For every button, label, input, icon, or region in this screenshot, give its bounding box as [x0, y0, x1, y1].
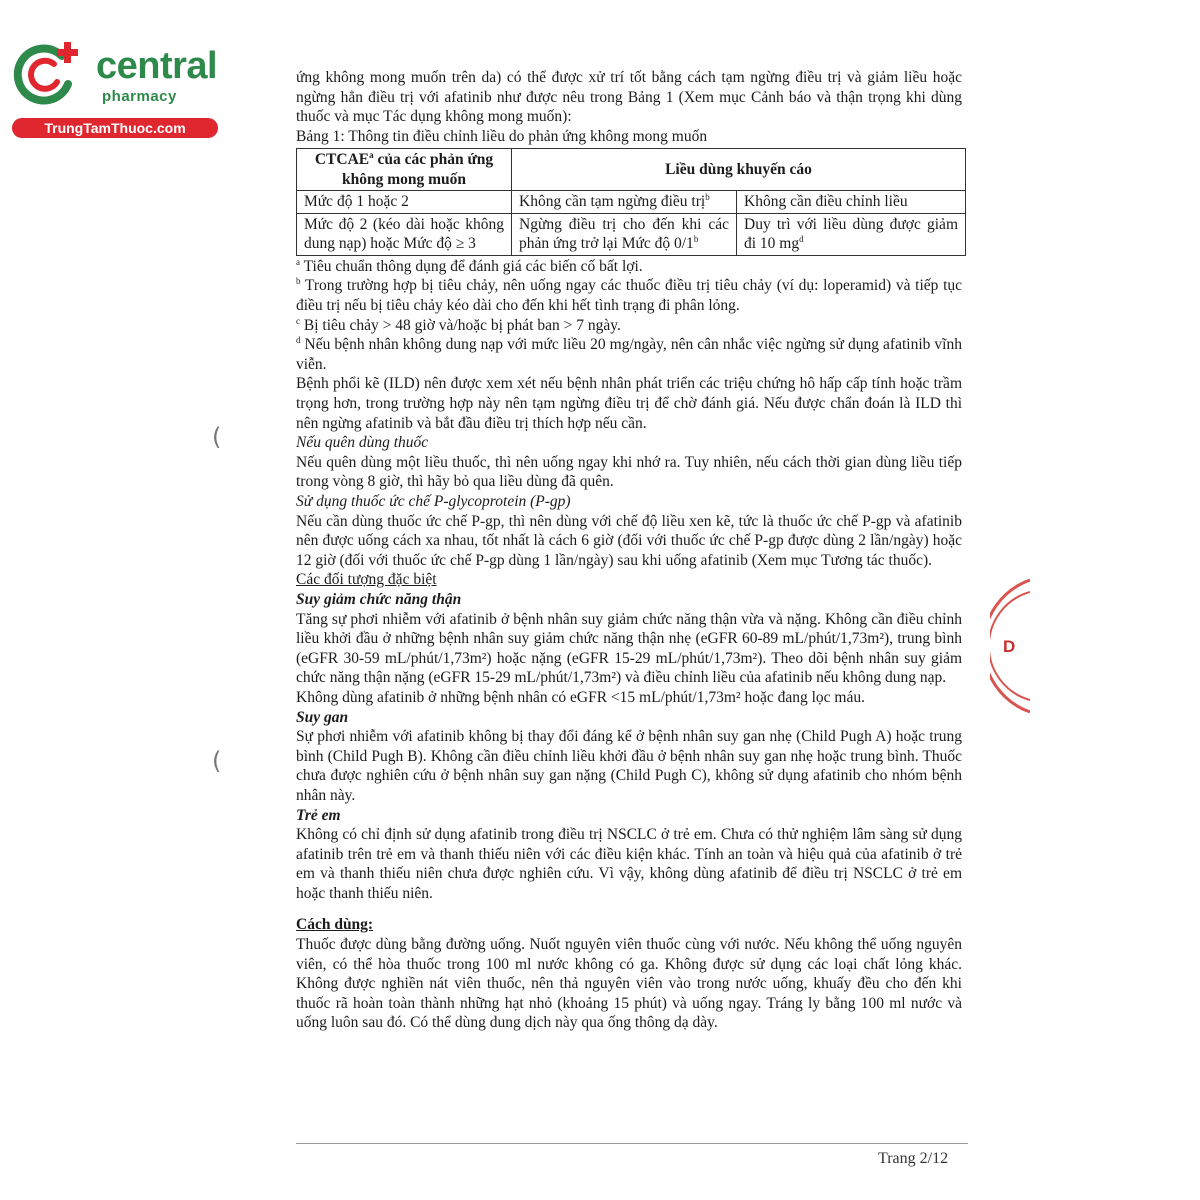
footnote-a: $^a$ Tiêu chuẩn thông dụng để đánh giá các biến cố bất lợi. [296, 256, 643, 275]
hepatic-heading: Suy gan [296, 708, 349, 726]
central-pharmacy-logo[interactable] [10, 38, 218, 138]
intro-paragraph: ứng không mong muốn trên da) có thể được xử trí tốt bằng cách tạm ngừng điều trị và giảm liều hoặc ngừng hẳn điều trị với afatinib như được nêu trong Bảng 1 (Xem mục Cảnh báo và thận trọng khi dùng thuốc và mục Tác dụng không mong muốn): [296, 69, 962, 126]
pgp-heading: Sử dụng thuốc ức chế P-glycoprotein (P-gp) [296, 493, 571, 510]
footnote-d: $^d$ Nếu bệnh nhân không dung nạp với mức liều 20 mg/ngày, nên cân nhắc việc ngừng sử dụng afatinib vĩnh viễn. [296, 335, 962, 373]
missed-dose-heading: Nếu quên dùng thuốc [296, 434, 429, 452]
renal-paragraph: Tăng sự phơi nhiễm với afatinib ở bệnh nhân suy giảm chức năng thận vừa và nặng. Không cần điều chỉnh liều khởi đầu ở những bệnh nhân suy giảm chức năng thận nhẹ (eGFR 60-89 mL/phút/1,73m²), trung bình (eGFR 30-59 mL/phút/1,73m²) hoặc nặng (eGFR 15-29 mL/phút/1,73m²). Theo dõi bệnh nhân suy giảm chức năng thận nặng (eGFR 15-29 mL/phút/1,73m²) và điều chỉnh liều của afatinib nếu không dung nạp. [296, 610, 962, 687]
usage-paragraph: Thuốc được dùng bằng đường uống. Nuốt nguyên viên thuốc cùng với nước. Nếu không thể uống nguyên viên, có thể hòa thuốc trong 100 ml nước không có ga. Không được sử dụng các loại chất lỏng khác. Không được nghiền nát viên thuốc, nên thả nguyên viên vào trong nước uống, khuấy đều cho đến khi thuốc rã hoàn toàn thành những hạt nhỏ (khoảng 15 phút) và uống ngay. Tráng ly bằng 100 ml nước và uống luôn sau đó. Có thể dùng dung dịch này qua ống thông dạ dày. [296, 936, 962, 1032]
renal-heading: Suy giảm chức năng thận [296, 590, 462, 608]
table-cell: Không cần điều chỉnh liều [737, 191, 966, 214]
usage-heading: Cách dùng: [296, 916, 374, 934]
table-row [297, 213, 966, 255]
table-cell: Ngừng điều trị cho đến khi các phản ứng trở lại Mức độ 0/1$^b$ [512, 213, 737, 255]
logo-brand-text: central [96, 45, 218, 87]
document-body [296, 68, 962, 1033]
table-caption: Bảng 1: Thông tin điều chỉnh liều do phản ứng không mong muốn [296, 127, 708, 145]
table-row [297, 191, 966, 214]
pharmacy-logo-icon [10, 38, 82, 110]
pgp-paragraph: Nếu cần dùng thuốc ức chế P-gp, thì nên dùng với chế độ liều xen kẽ, tức là thuốc ức chế P-gp và afatinib nên được uống cách xa nhau, tốt nhất là cách 6 giờ (đối với thuốc ức chế P-gp được dùng 2 lần/ngày) hoặc 12 giờ (đối với thuốc ức chế P-gp dùng 1 lần/ngày) sau khi uống afatinib (Xem mục Tương tác thuốc). [296, 512, 962, 569]
footer-divider [296, 1143, 968, 1144]
ild-paragraph: Bệnh phổi kẽ (ILD) nên được xem xét nếu bệnh nhân phát triển các triệu chứng hô hấp cấp tính hoặc trầm trọng hơn, trong trường hợp này nên tạm ngừng điều trị để chờ đánh giá. Nếu được chẩn đoán là ILD thì nên ngừng afatinib và bắt đầu điều trị thích hợp nếu cần. [296, 375, 962, 432]
dose-adjustment-table [296, 148, 966, 256]
red-stamp-icon [990, 578, 1030, 714]
table-cell: Duy trì với liều dùng được giảm đi 10 $mg^d$ [737, 213, 966, 255]
table-header-dose: Liều dùng khuyến cáo [512, 149, 966, 191]
binder-hole-icon: ( [212, 747, 222, 775]
binder-hole-icon: ( [212, 423, 222, 451]
special-populations-heading: Các đối tượng đặc biệt [296, 571, 437, 589]
table-header-row [297, 149, 966, 191]
stamp-letter: D [1003, 637, 1016, 656]
table-cell: Mức độ 2 (kéo dài hoặc không dung nạp) hoặc Mức độ ≥ 3 [297, 213, 512, 255]
table-cell: Mức độ 1 hoặc 2 [297, 191, 512, 214]
children-heading: Trẻ em [296, 806, 341, 824]
logo-url-badge[interactable]: TrungTamThuoc.com [12, 118, 218, 138]
missed-dose-paragraph: Nếu quên dùng một liều thuốc, thì nên uống ngay khi nhớ ra. Tuy nhiên, nếu cách thời gian dùng liều tiếp trong vòng 8 giờ, thì hãy bỏ qua liều dùng đã quên. [296, 453, 962, 491]
footnote-b: $^b$ Trong trường hợp bị tiêu chảy, nên uống ngay các thuốc điều trị tiêu chảy (ví dụ: loperamid) và tiếp tục điều trị nếu bị tiêu chảy kéo dài cho đến khi hết tình trạng đi phân lỏng. [296, 276, 962, 315]
children-paragraph: Không có chỉ định sử dụng afatinib trong điều trị NSCLC ở trẻ em. Chưa có thử nghiệm lâm sàng sử dụng afatinib trên trẻ em và thanh thiếu niên với các điều kiện khác. Tính an toàn và hiệu quả của afatinib ở trẻ em và thanh thiếu niên chưa được nghiên cứu. Vì vậy, không dùng afatinib để điều trị NSCLC ở trẻ em hoặc thanh thiếu niên. [296, 826, 962, 902]
logo-sub-text: pharmacy [102, 88, 177, 105]
footnote-c: $^c$ Bị tiêu chảy > 48 giờ và/hoặc bị phát ban > 7 ngày. [296, 315, 621, 334]
renal-paragraph-2: Không dùng afatinib ở những bệnh nhân có eGFR <15 mL/phút/1,73m² hoặc đang lọc máu. [296, 688, 865, 706]
table-cell: Không cần tạm ngừng điều trị$^b$ [512, 191, 737, 214]
hepatic-paragraph: Sự phơi nhiễm với afatinib không bị thay đổi đáng kể ở bệnh nhân suy gan nhẹ (Child Pugh A) hoặc trung bình (Child Pugh B). Không cần điều chỉnh liều khởi đầu ở bệnh nhân suy gan nhẹ hoặc trung bình. Thuốc chưa được nghiên cứu ở bệnh nhân suy gan nặng (Child Pugh C), không sử dụng afatinib cho nhóm bệnh nhân này. [296, 728, 962, 804]
page-number: Trang 2/12 [878, 1150, 949, 1167]
table-header-ctcae: CTCAE$^a$ của các phản ứng không mong muốn [297, 149, 512, 191]
